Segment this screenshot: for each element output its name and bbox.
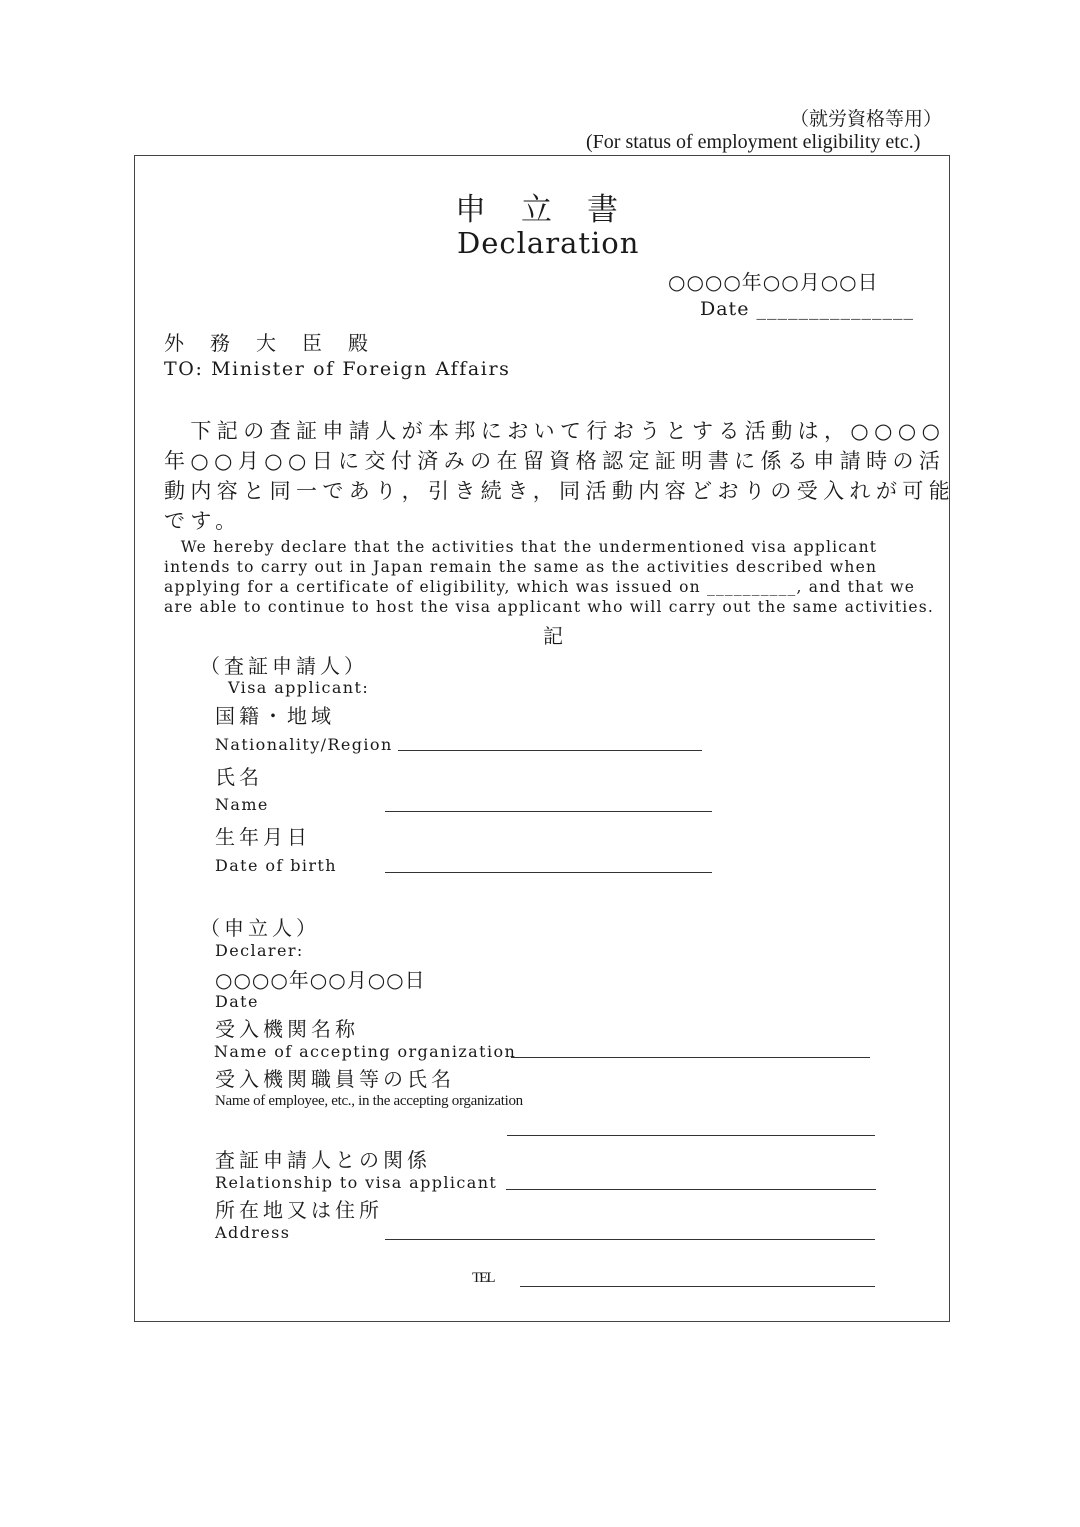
- dob-label-en: Date of birth: [215, 856, 337, 875]
- declarer-heading-jp: （申立人）: [200, 916, 320, 940]
- date-label: Date: [700, 298, 750, 320]
- date-jp: ○○○○年○○月○○日: [668, 270, 879, 294]
- relationship-field[interactable]: [506, 1189, 876, 1190]
- nationality-field[interactable]: [398, 750, 702, 751]
- org-name-label-jp: 受入機関名称: [215, 1017, 359, 1041]
- declarer-heading-en: Declarer:: [215, 941, 304, 960]
- name-field[interactable]: [385, 811, 712, 812]
- org-name-label-en: Name of accepting organization: [214, 1042, 517, 1061]
- dob-field[interactable]: [385, 872, 712, 873]
- note-mark: 記: [543, 624, 563, 648]
- name-label-jp: 氏名: [215, 765, 263, 789]
- declaration-jp-line: です。: [164, 509, 242, 533]
- addressee-en: TO: Minister of Foreign Affairs: [164, 358, 511, 380]
- declaration-en-line: intends to carry out in Japan remain the same as the activities described when: [164, 558, 878, 576]
- visa-applicant-heading-en: Visa applicant:: [228, 678, 370, 697]
- declaration-en-line: applying for a certificate of eligibility, which was issued on __________, and that we: [164, 578, 916, 596]
- nationality-label-en: Nationality/Region: [215, 735, 393, 754]
- org-name-field[interactable]: [511, 1057, 870, 1058]
- address-label-jp: 所在地又は住所: [215, 1198, 383, 1222]
- tel-label: TEL: [472, 1270, 494, 1286]
- address-label-en: Address: [215, 1223, 291, 1242]
- nationality-label-jp: 国籍・地域: [215, 704, 335, 728]
- declaration-en-line: are able to continue to host the visa applicant who will carry out the same activities.: [164, 598, 935, 616]
- tel-field[interactable]: [520, 1286, 875, 1287]
- declaration-jp-line: 動内容と同一であり，引き続き，同活動内容どおりの受入れが可能: [164, 479, 956, 503]
- employee-name-label-en: Name of employee, etc., in the accepting organization: [215, 1093, 523, 1109]
- employee-name-label-jp: 受入機関職員等の氏名: [215, 1067, 455, 1091]
- name-label-en: Name: [215, 795, 269, 814]
- relationship-label-jp: 査証申請人との関係: [215, 1148, 431, 1172]
- date-input[interactable]: _______________: [756, 298, 914, 320]
- declaration-en-line: We hereby declare that the activities that the undermentioned visa applicant: [164, 538, 878, 556]
- employee-name-field[interactable]: [507, 1135, 875, 1136]
- usage-note-en: (For status of employment eligibility etc.): [586, 131, 921, 153]
- relationship-label-en: Relationship to visa applicant: [215, 1173, 498, 1192]
- addressee-jp: 外 務 大 臣 殿: [164, 331, 371, 355]
- declaration-en: [164, 537, 934, 617]
- title-jp: 申 立 書: [455, 192, 620, 228]
- address-field[interactable]: [385, 1239, 875, 1240]
- declarer-date-jp: ○○○○年○○月○○日: [215, 968, 426, 992]
- declaration-jp-line: 下記の査証申請人が本邦において行おうとする活動は，○○○○: [164, 419, 946, 443]
- declarer-date-en: Date: [215, 992, 259, 1011]
- declaration-jp: [164, 416, 955, 536]
- usage-note-jp: （就労資格等用）: [790, 109, 943, 130]
- title-en: Declaration: [457, 226, 640, 260]
- date-en-label: [700, 298, 914, 320]
- dob-label-jp: 生年月日: [215, 825, 311, 849]
- declaration-jp-line: 年○○月○○日に交付済みの在留資格認定証明書に係る申請時の活: [164, 449, 946, 473]
- visa-applicant-heading-jp: （査証申請人）: [200, 654, 368, 678]
